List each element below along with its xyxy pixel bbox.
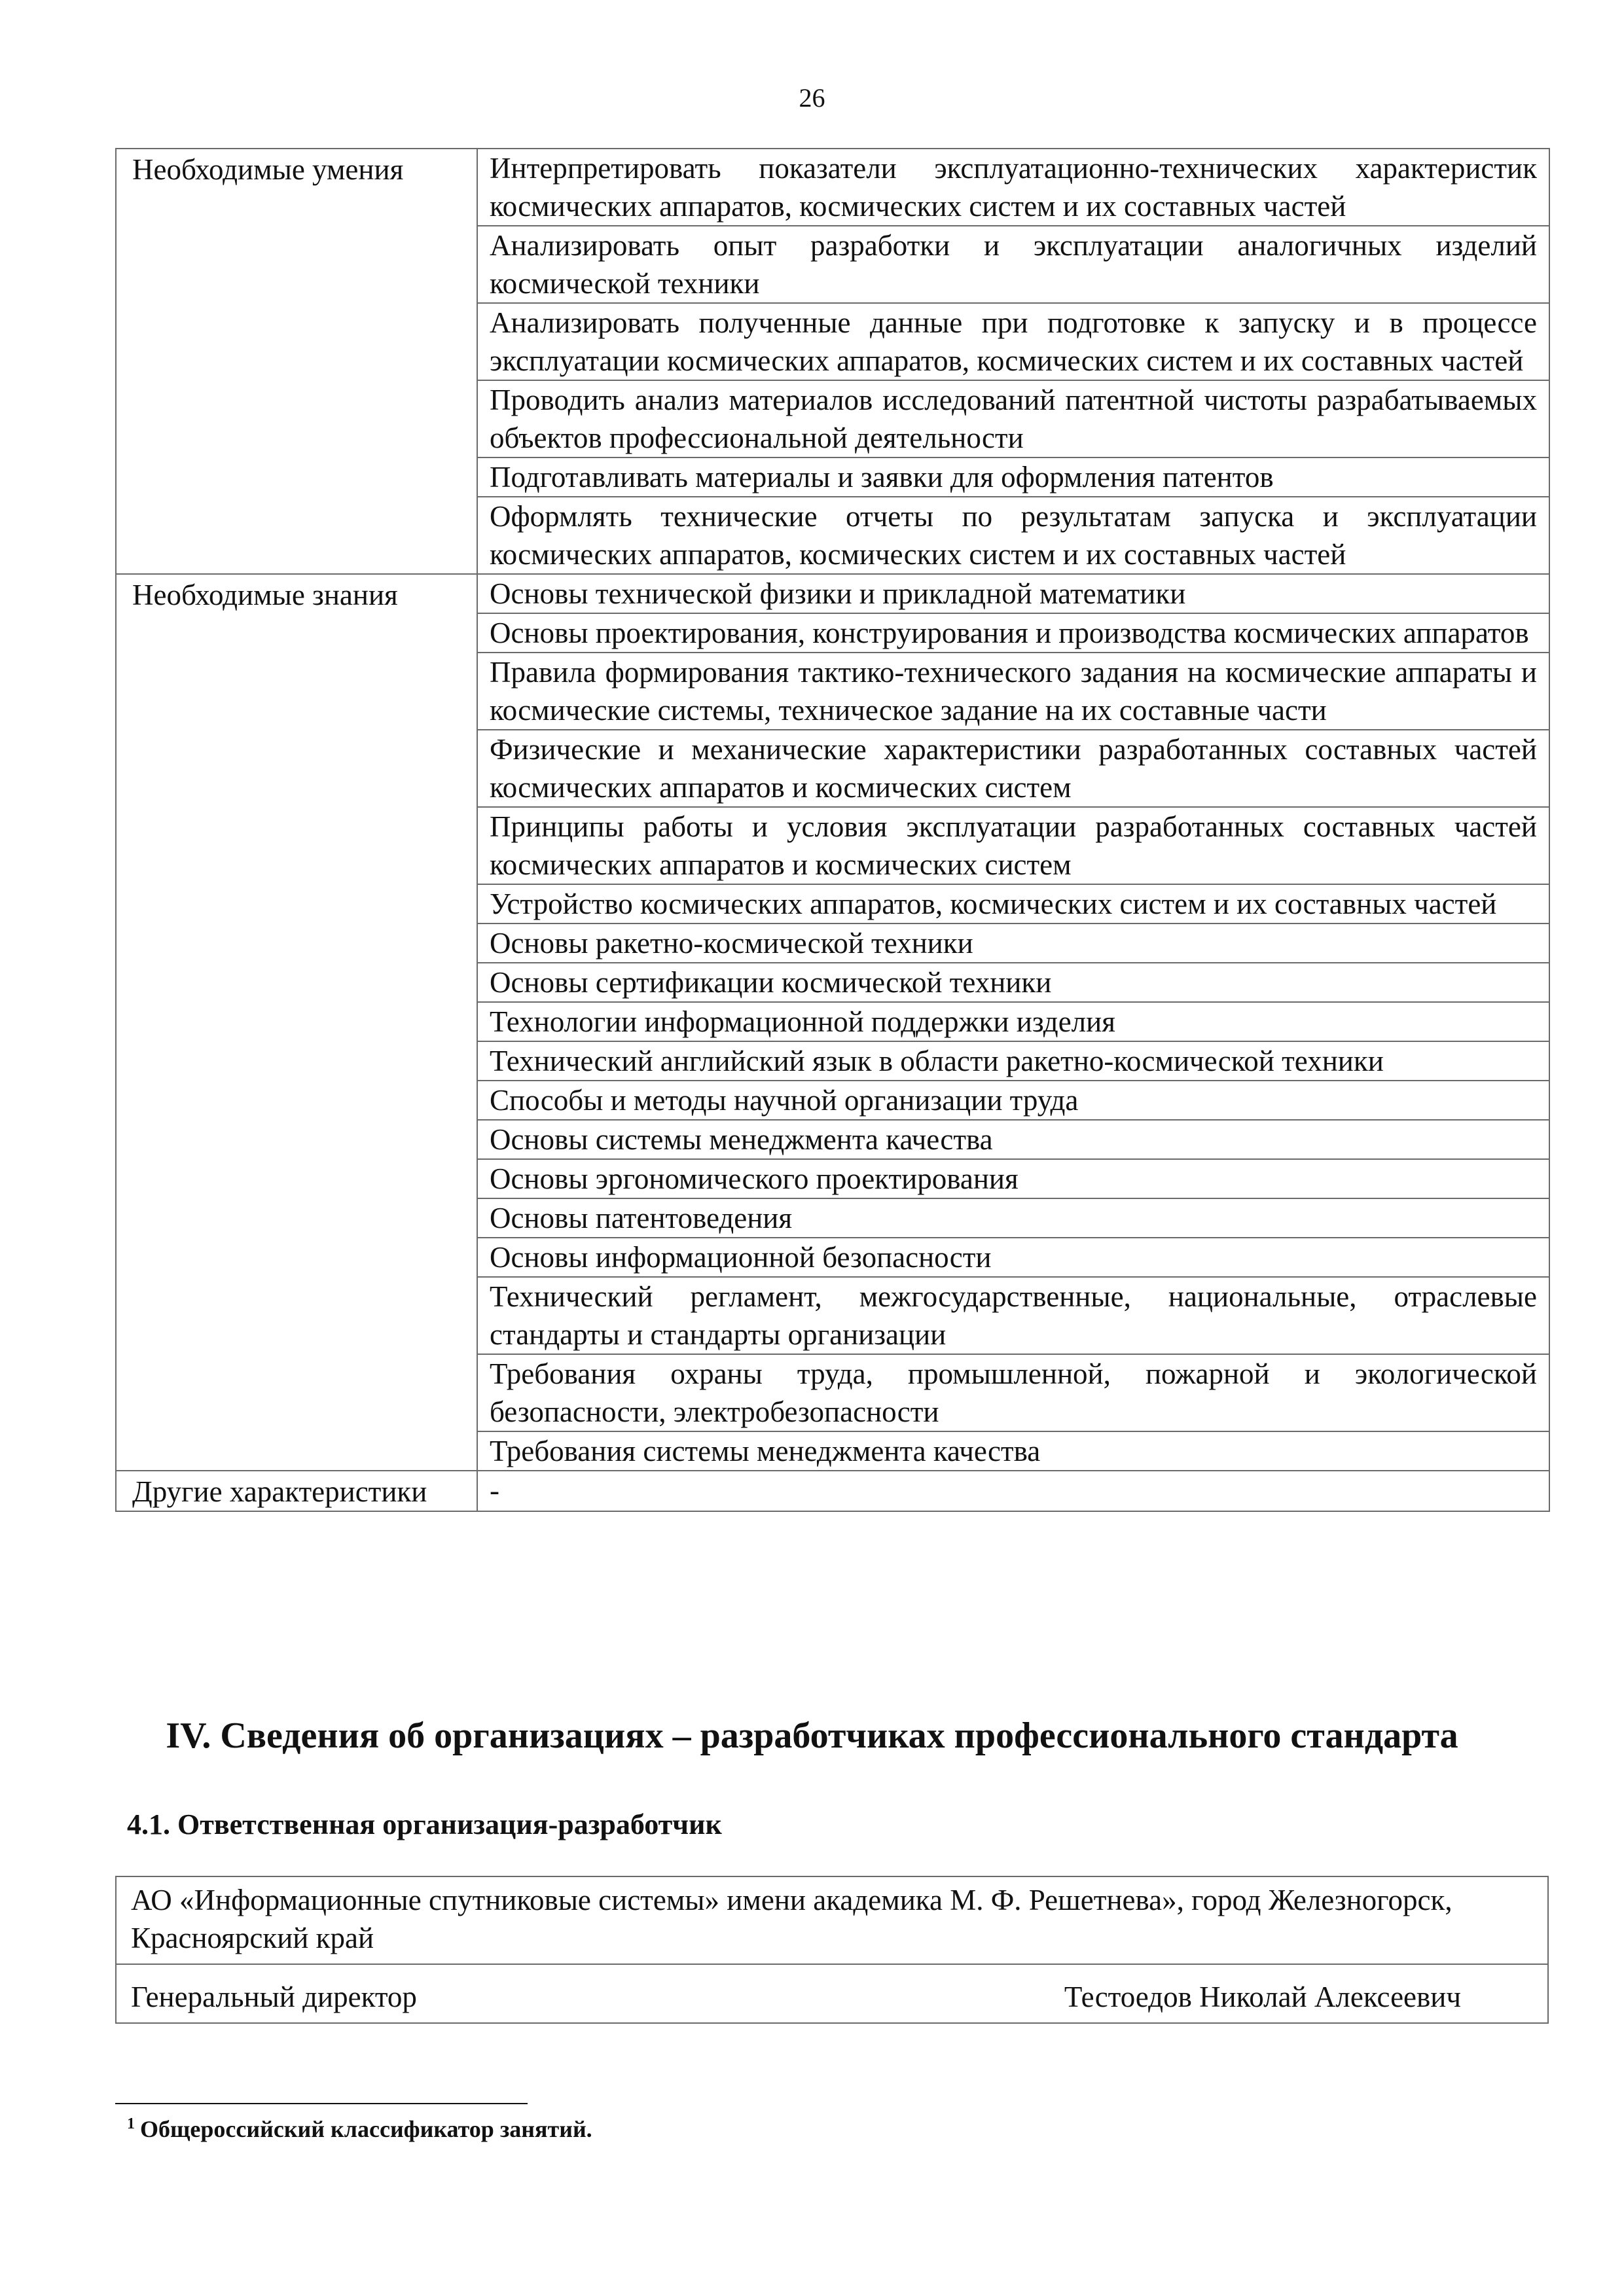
requirement-item: Технический английский язык в области ракетно-космической техники: [477, 1041, 1549, 1081]
requirement-item: Физические и механические характеристики разработанных составных частей космических аппаратов и космических систем: [477, 730, 1549, 807]
requirement-item: Анализировать опыт разработки и эксплуатации аналогичных изделий космической техники: [477, 226, 1549, 303]
requirement-item: Технический регламент, межгосударственные, национальные, отраслевые стандарты и стандарты организации: [477, 1277, 1549, 1354]
requirement-item: Интерпретировать показатели эксплуатационно-технических характеристик космических аппаратов, космических систем и их составных частей: [477, 149, 1549, 226]
requirement-item: Основы системы менеджмента качества: [477, 1120, 1549, 1159]
requirement-item: Требования системы менеджмента качества: [477, 1431, 1549, 1471]
footnote: [127, 2115, 592, 2143]
organization-name: АО «Информационные спутниковые системы» имени академика М. Ф. Решетнева», город Железногорск, Красноярский край: [116, 1876, 1548, 1964]
requirement-row: [116, 574, 1549, 613]
requirement-item: Анализировать полученные данные при подготовке к запуску и в процессе эксплуатации космических аппаратов, космических систем и их составных частей: [477, 303, 1549, 380]
page-number: 26: [799, 83, 825, 113]
requirement-item: Требования охраны труда, промышленной, пожарной и экологической безопасности, электробезопасности: [477, 1354, 1549, 1431]
footnote-text: Общероссийский классификатор занятий.: [140, 2116, 592, 2142]
requirement-item: Основы патентоведения: [477, 1198, 1549, 1238]
requirement-item: Принципы работы и условия эксплуатации разработанных составных частей космических аппаратов и космических систем: [477, 807, 1549, 884]
requirement-item: Основы технической физики и прикладной математики: [477, 574, 1549, 613]
requirements-table: [115, 148, 1550, 1512]
requirement-row: [116, 149, 1549, 226]
requirement-category: Необходимые знания: [116, 574, 477, 1471]
organization-head-row: [116, 1964, 1548, 2023]
requirement-item: Устройство космических аппаратов, космических систем и их составных частей: [477, 884, 1549, 924]
requirement-category: Другие характеристики: [116, 1471, 477, 1511]
footnote-divider: [115, 2103, 528, 2104]
subsection-title: 4.1. Ответственная организация-разработчик: [127, 1808, 722, 1840]
requirement-item: Правила формирования тактико-технического задания на космические аппараты и космические системы, техническое задание на их составные части: [477, 653, 1549, 730]
footnote-marker: 1: [127, 2115, 135, 2132]
requirement-item: Технологии информационной поддержки изделия: [477, 1002, 1549, 1041]
requirement-item: Подготавливать материалы и заявки для оформления патентов: [477, 457, 1549, 497]
organization-head-cell: [116, 1964, 1548, 2023]
requirement-item: Основы ракетно-космической техники: [477, 924, 1549, 963]
head-person: Тестоедов Николай Алексеевич: [1064, 1981, 1461, 2013]
organization-name-row: [116, 1876, 1548, 1964]
section-title: IV. Сведения об организациях – разработчиках профессионального стандарта: [166, 1715, 1458, 1756]
requirement-item: Оформлять технические отчеты по результатам запуска и эксплуатации космических аппаратов, космических систем и их составных частей: [477, 497, 1549, 574]
head-position: Генеральный директор: [131, 1981, 417, 2013]
requirement-item: -: [477, 1471, 1549, 1511]
requirement-category: Необходимые умения: [116, 149, 477, 574]
requirement-item: Проводить анализ материалов исследований патентной чистоты разрабатываемых объектов профессиональной деятельности: [477, 380, 1549, 457]
requirement-item: Основы информационной безопасности: [477, 1238, 1549, 1277]
organization-table: [115, 1876, 1549, 2024]
requirement-item: Основы проектирования, конструирования и производства космических аппаратов: [477, 613, 1549, 653]
requirement-item: Способы и методы научной организации труда: [477, 1081, 1549, 1120]
requirement-item: Основы сертификации космической техники: [477, 963, 1549, 1002]
requirement-row: [116, 1471, 1549, 1511]
requirement-item: Основы эргономического проектирования: [477, 1159, 1549, 1198]
